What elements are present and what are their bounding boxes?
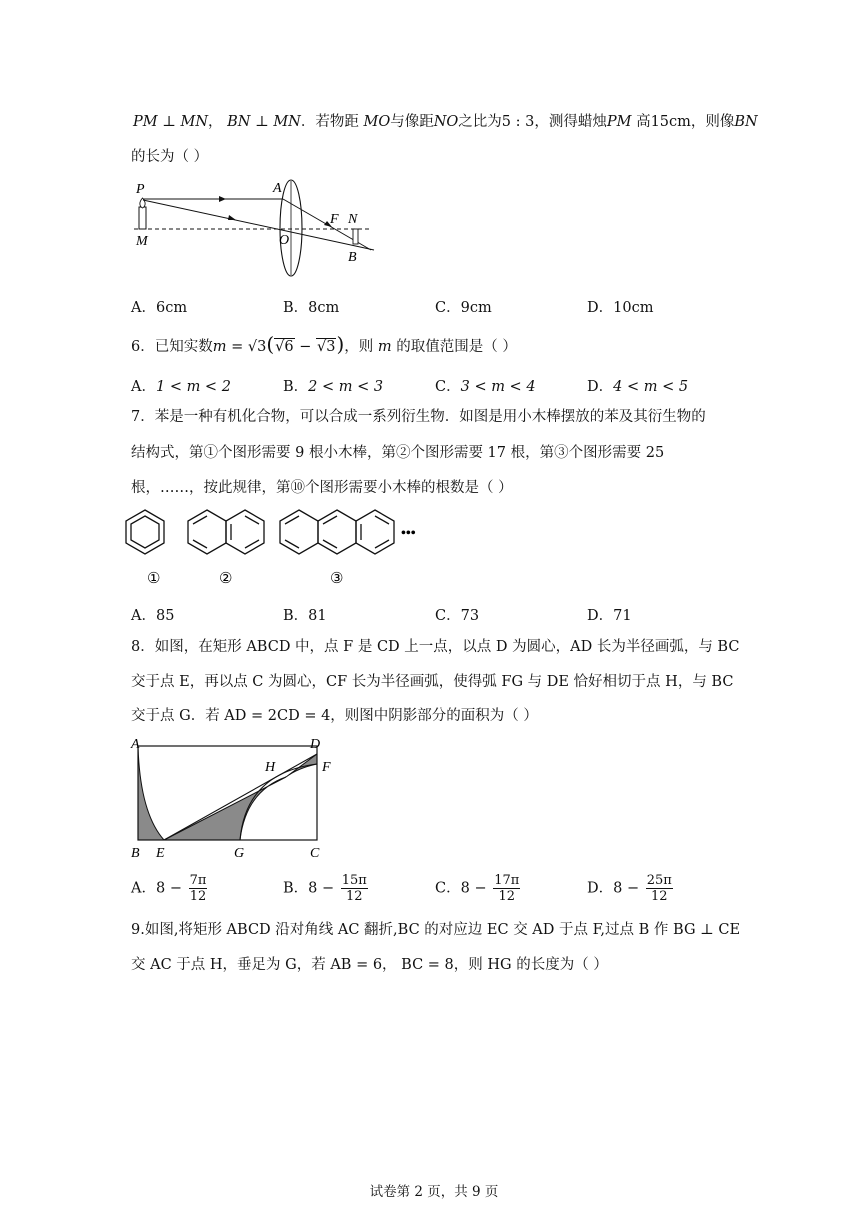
page-footer: 试卷第 2 页，共 9 页 (369, 1184, 499, 1200)
option-text: 71 (613, 608, 632, 624)
q6-seg: ，则 (344, 339, 374, 355)
candle (139, 207, 146, 229)
option-letter: A． (131, 379, 156, 395)
option-text: 8cm (308, 300, 340, 316)
figure-label-3: ③ (330, 571, 344, 587)
label-d: D (310, 737, 321, 752)
q7-option-d[interactable] (587, 604, 632, 625)
option-letter: D． (587, 608, 614, 624)
q5-seg: NO (433, 114, 459, 130)
q6-seg: m (212, 339, 227, 355)
label-a: A (131, 737, 140, 752)
q7-stem-line2: 结构式，第①个图形需要 9 根小木棒，第②个图形需要 17 根，第③个图形需要 25 (131, 445, 665, 461)
option-letter: C． (435, 880, 461, 897)
option-text: 8 − (155, 880, 187, 897)
denominator: 12 (498, 889, 516, 904)
q5-seg: PM (606, 114, 632, 130)
q5-seg: PM (133, 114, 158, 130)
q7-benzene-figures (125, 505, 435, 590)
denominator: 12 (189, 889, 207, 904)
q6-option-b[interactable] (283, 375, 383, 396)
label-p: P (136, 182, 145, 197)
label-c: C (310, 846, 320, 861)
option-text: 6cm (155, 300, 188, 316)
q8-rectangle-figure (126, 733, 346, 863)
label-f: F (330, 212, 339, 227)
option-letter: A． (131, 608, 156, 624)
q5-seg: ．若物距 (300, 114, 359, 130)
option-text: 81 (308, 608, 327, 624)
q7-option-c[interactable] (435, 604, 479, 625)
option-letter: B． (283, 379, 309, 395)
option-text: 85 (155, 608, 175, 624)
q5-seg: ，测得蜡烛 (534, 114, 607, 130)
option-text: 3 < m < 4 (460, 379, 536, 395)
q5-stem-line2: 的长为（ ） (131, 149, 209, 165)
q5-seg: 高 (636, 114, 651, 130)
q7-stem-line1: 7．苯是一种有机化合物，可以合成一系列衍生物．如图是用小木棒摆放的苯及其衍生物的 (131, 409, 706, 425)
fraction (646, 873, 673, 904)
option-letter: D． (587, 880, 614, 897)
q9-stem-line1: 9.如图,将矩形 ABCD 沿对角线 AC 翻折,BC 的对应边 EC 交 AD 于点 F,过点 B 作 BG ⊥ CE (131, 922, 741, 938)
option-text: 9cm (460, 300, 492, 316)
option-text: 73 (460, 608, 480, 624)
option-letter: C． (435, 608, 461, 624)
option-letter: B． (283, 300, 309, 316)
q5-option-a[interactable] (131, 296, 187, 317)
option-letter: A． (131, 880, 156, 897)
q6-seg: = √3 (226, 339, 267, 355)
option-text: 8 − (460, 880, 492, 897)
q7-option-b[interactable] (283, 604, 327, 625)
label-b: B (348, 250, 357, 265)
ellipsis: ••• (401, 526, 416, 541)
q8-stem-line1: 8．如图，在矩形 ABCD 中，点 F 是 CD 上一点，以点 D 为圆心，AD 长为半径画弧，与 BC (131, 639, 740, 655)
denominator: 12 (651, 889, 668, 904)
q6-seg: √3 (316, 339, 336, 355)
q6-option-a[interactable] (131, 375, 231, 396)
figure-label-1: ① (147, 571, 161, 587)
numerator: 17π (494, 873, 520, 888)
shaded-region-middle (164, 777, 286, 840)
q5-seg: MO (363, 114, 391, 130)
q5-seg: 与像距 (390, 114, 434, 130)
q6-option-c[interactable] (435, 375, 536, 396)
label-o: O (279, 233, 290, 248)
q6-seg: √6 (275, 339, 294, 355)
q5-seg: BN (734, 114, 758, 130)
q8-option-c[interactable] (435, 873, 520, 904)
q8-stem-line3: 交于点 G．若 AD = 2CD = 4，则图中阴影部分的面积为（ ） (131, 708, 538, 724)
option-letter: A． (131, 300, 156, 316)
q8-stem-line2: 交于点 E，再以点 C 为圆心，CF 长为半径画弧，使得弧 FG 与 DE 恰好相切于点 H，与 BC (131, 674, 734, 690)
q6-stem (131, 334, 517, 357)
label-e: E (156, 846, 165, 861)
q5-seg: 之比为 (458, 114, 502, 130)
q5-seg: MN (180, 114, 209, 130)
shaded-region-left (138, 746, 164, 840)
q5-seg: ，则像 (690, 114, 735, 130)
denominator: 12 (346, 889, 363, 904)
option-letter: B． (283, 608, 309, 624)
q5-seg: BN (227, 114, 251, 130)
numerator: 25π (646, 873, 672, 888)
q5-seg: ⊥ (255, 114, 269, 130)
fraction (189, 873, 208, 904)
label-b: B (131, 846, 140, 861)
arrow-head (228, 215, 236, 220)
q5-seg: ， (208, 114, 223, 130)
option-text: 2 < m < 3 (308, 379, 384, 395)
arrow-head (219, 196, 226, 202)
q5-seg: 15cm (650, 114, 691, 130)
q6-option-d[interactable] (587, 375, 688, 396)
q8-option-d[interactable] (587, 873, 673, 904)
q6-seg: − (294, 339, 316, 355)
fraction (341, 873, 368, 904)
q5-option-b[interactable] (283, 296, 339, 317)
q6-seg: m (377, 339, 392, 355)
label-n: N (348, 212, 358, 227)
option-letter: D． (587, 379, 614, 395)
shaded-region-top (286, 754, 317, 777)
q5-lens-diagram (126, 178, 386, 282)
label-h: H (265, 760, 276, 775)
option-letter: B． (283, 880, 309, 897)
inner-ring (131, 516, 159, 548)
q5-seg: MN (273, 114, 301, 130)
option-letter: C． (435, 300, 461, 316)
label-g: G (234, 846, 245, 861)
option-letter: D． (587, 300, 614, 316)
option-text: 10cm (613, 300, 654, 316)
numerator: 7π (189, 873, 207, 888)
q8-option-b[interactable] (283, 873, 368, 904)
option-letter: C． (435, 379, 461, 395)
label-f: F (322, 760, 331, 775)
q7-stem-line3: 根，……，按此规律，第⑩个图形需要小木棒的根数是（ ） (131, 480, 513, 496)
arc-fg (240, 764, 317, 840)
q5-stem-line1 (133, 112, 758, 132)
image-bn (353, 229, 358, 244)
q6-seg: ( (266, 332, 275, 356)
q5-option-d[interactable] (587, 296, 653, 317)
ray-center (143, 200, 374, 250)
q6-seg: 6．已知实数 (131, 339, 213, 355)
option-text: 8 − (613, 880, 644, 897)
figure-label-2: ② (219, 571, 233, 587)
fraction (493, 873, 520, 904)
q6-seg: ) (336, 332, 345, 356)
q6-seg: 的取值范围是（ ） (396, 339, 517, 355)
option-text: 1 < m < 2 (155, 379, 231, 395)
q5-option-c[interactable] (435, 296, 492, 317)
q5-seg: 5 : 3 (501, 114, 535, 130)
option-text: 4 < m < 5 (613, 379, 689, 395)
label-m: M (136, 234, 148, 249)
option-text: 8 − (308, 880, 339, 897)
numerator: 15π (341, 873, 367, 888)
q9-stem-line2: 交 AC 于点 H，垂足为 G，若 AB = 6， BC = 8，则 HG 的长度为（ ） (131, 957, 608, 973)
label-a: A (273, 181, 282, 196)
q7-option-a[interactable] (131, 604, 174, 625)
q8-option-a[interactable] (131, 873, 207, 904)
q5-seg: ⊥ (162, 114, 176, 130)
